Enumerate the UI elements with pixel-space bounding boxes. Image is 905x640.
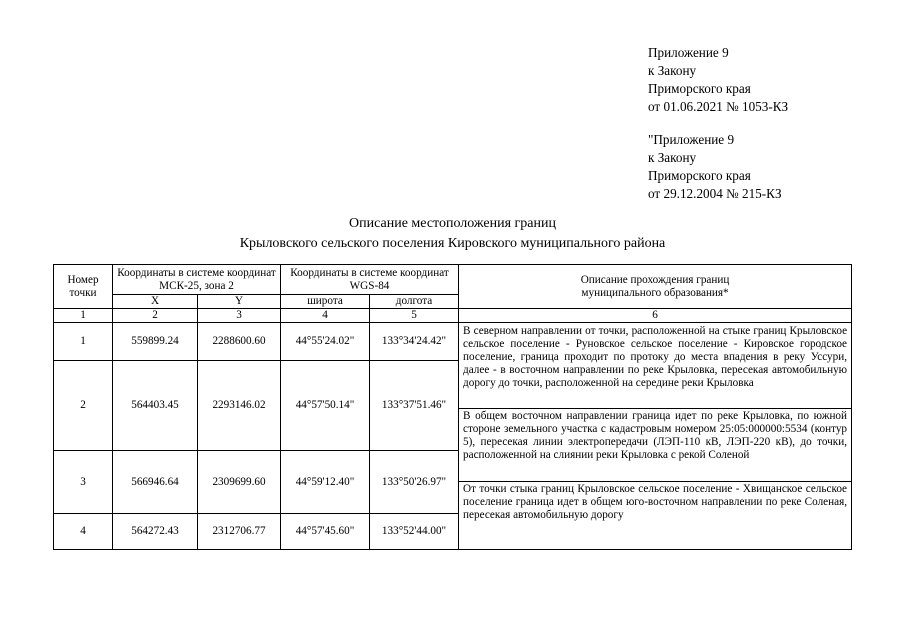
column-number: 6 [459, 309, 852, 323]
header-line: от 29.12.2004 № 215-КЗ [648, 186, 782, 201]
coord-x: 566946.64 [113, 451, 198, 514]
coord-latitude: 44°55'24.02" [281, 323, 370, 361]
law-reference-original [648, 131, 782, 203]
table-header-row [54, 265, 852, 295]
coord-x: 559899.24 [113, 323, 198, 361]
header-point-number: Номер точки [54, 265, 113, 309]
boundary-descriptions [459, 323, 852, 550]
boundary-description: В общем восточном направлении граница идет по реке Крыловка, по южной стороне земельного участка с кадастровым номером 25:05:000000:5534 (контур 5), пересекая линии электропередачи (ЛЭП-110 кВ, ЛЭП-220 кВ), до точки, расположенной на слиянии реки Крыловка с рекой Соленой [463, 410, 848, 461]
header-latitude: широта [281, 295, 370, 309]
point-number: 2 [54, 361, 113, 451]
coord-y: 2293146.02 [198, 361, 281, 451]
point-number: 3 [54, 451, 113, 514]
header-line: "Приложение 9 [648, 132, 735, 147]
column-number: 4 [281, 309, 370, 323]
document-subtitle: Крыловского сельского поселения Кировского муниципального района [239, 236, 666, 251]
point-number: 4 [54, 514, 113, 550]
coord-x: 564403.45 [113, 361, 198, 451]
column-number: 1 [54, 309, 113, 323]
header-longitude: долгота [370, 295, 459, 309]
header-y: Y [198, 295, 281, 309]
coord-y: 2309699.60 [198, 451, 281, 514]
coord-longitude: 133°37'51.46" [370, 361, 459, 451]
header-msk-coordinates: Координаты в системе координат МСК-25, зона 2 [113, 265, 281, 295]
header-line: Приморского края [648, 81, 751, 96]
column-number-row [54, 309, 852, 323]
description-divider [459, 481, 851, 482]
header-line: к Закону [648, 150, 697, 165]
coord-x: 564272.43 [113, 514, 198, 550]
header-description: Описание прохождения границ муниципального образования* [459, 265, 852, 309]
header-wgs-coordinates: Координаты в системе координат WGS-84 [281, 265, 459, 295]
coord-y: 2288600.60 [198, 323, 281, 361]
coord-y: 2312706.77 [198, 514, 281, 550]
coord-latitude: 44°59'12.40" [281, 451, 370, 514]
header-line: от 01.06.2021 № 1053-КЗ [648, 99, 789, 114]
column-number: 2 [113, 309, 198, 323]
description-divider [459, 408, 851, 409]
boundary-coordinates-table [53, 264, 852, 550]
coord-longitude: 133°34'24.42" [370, 323, 459, 361]
point-number: 1 [54, 323, 113, 361]
coord-longitude: 133°50'26.97" [370, 451, 459, 514]
law-reference-current [648, 44, 788, 116]
coord-longitude: 133°52'44.00" [370, 514, 459, 550]
header-x: X [113, 295, 198, 309]
header-line: Приложение 9 [648, 45, 729, 60]
header-line: к Закону [648, 63, 697, 78]
boundary-description: В северном направлении от точки, расположенной на стыке границ Крыловское сельское поселение - Руновское сельское поселение - Кировское городское поселение, граница проходит по протоку до места впадения в реку Уссури, далее - в восточном направлении по реке Крыловка, пересекая автомобильную дорогу до точки, расположенной на середине реки Крыловка [463, 325, 848, 389]
column-number: 3 [198, 309, 281, 323]
coord-latitude: 44°57'50.14" [281, 361, 370, 451]
document-title: Описание местоположения границ [349, 216, 556, 231]
boundary-description: От точки стыка границ Крыловское сельское поселение - Хвищанское сельское поселение граница идет в общем юго-восточном направлении по реке Соленая, пересекая автомобильную дорогу [463, 483, 848, 521]
table-row [54, 323, 852, 361]
coord-latitude: 44°57'45.60" [281, 514, 370, 550]
column-number: 5 [370, 309, 459, 323]
header-line: Приморского края [648, 168, 751, 183]
